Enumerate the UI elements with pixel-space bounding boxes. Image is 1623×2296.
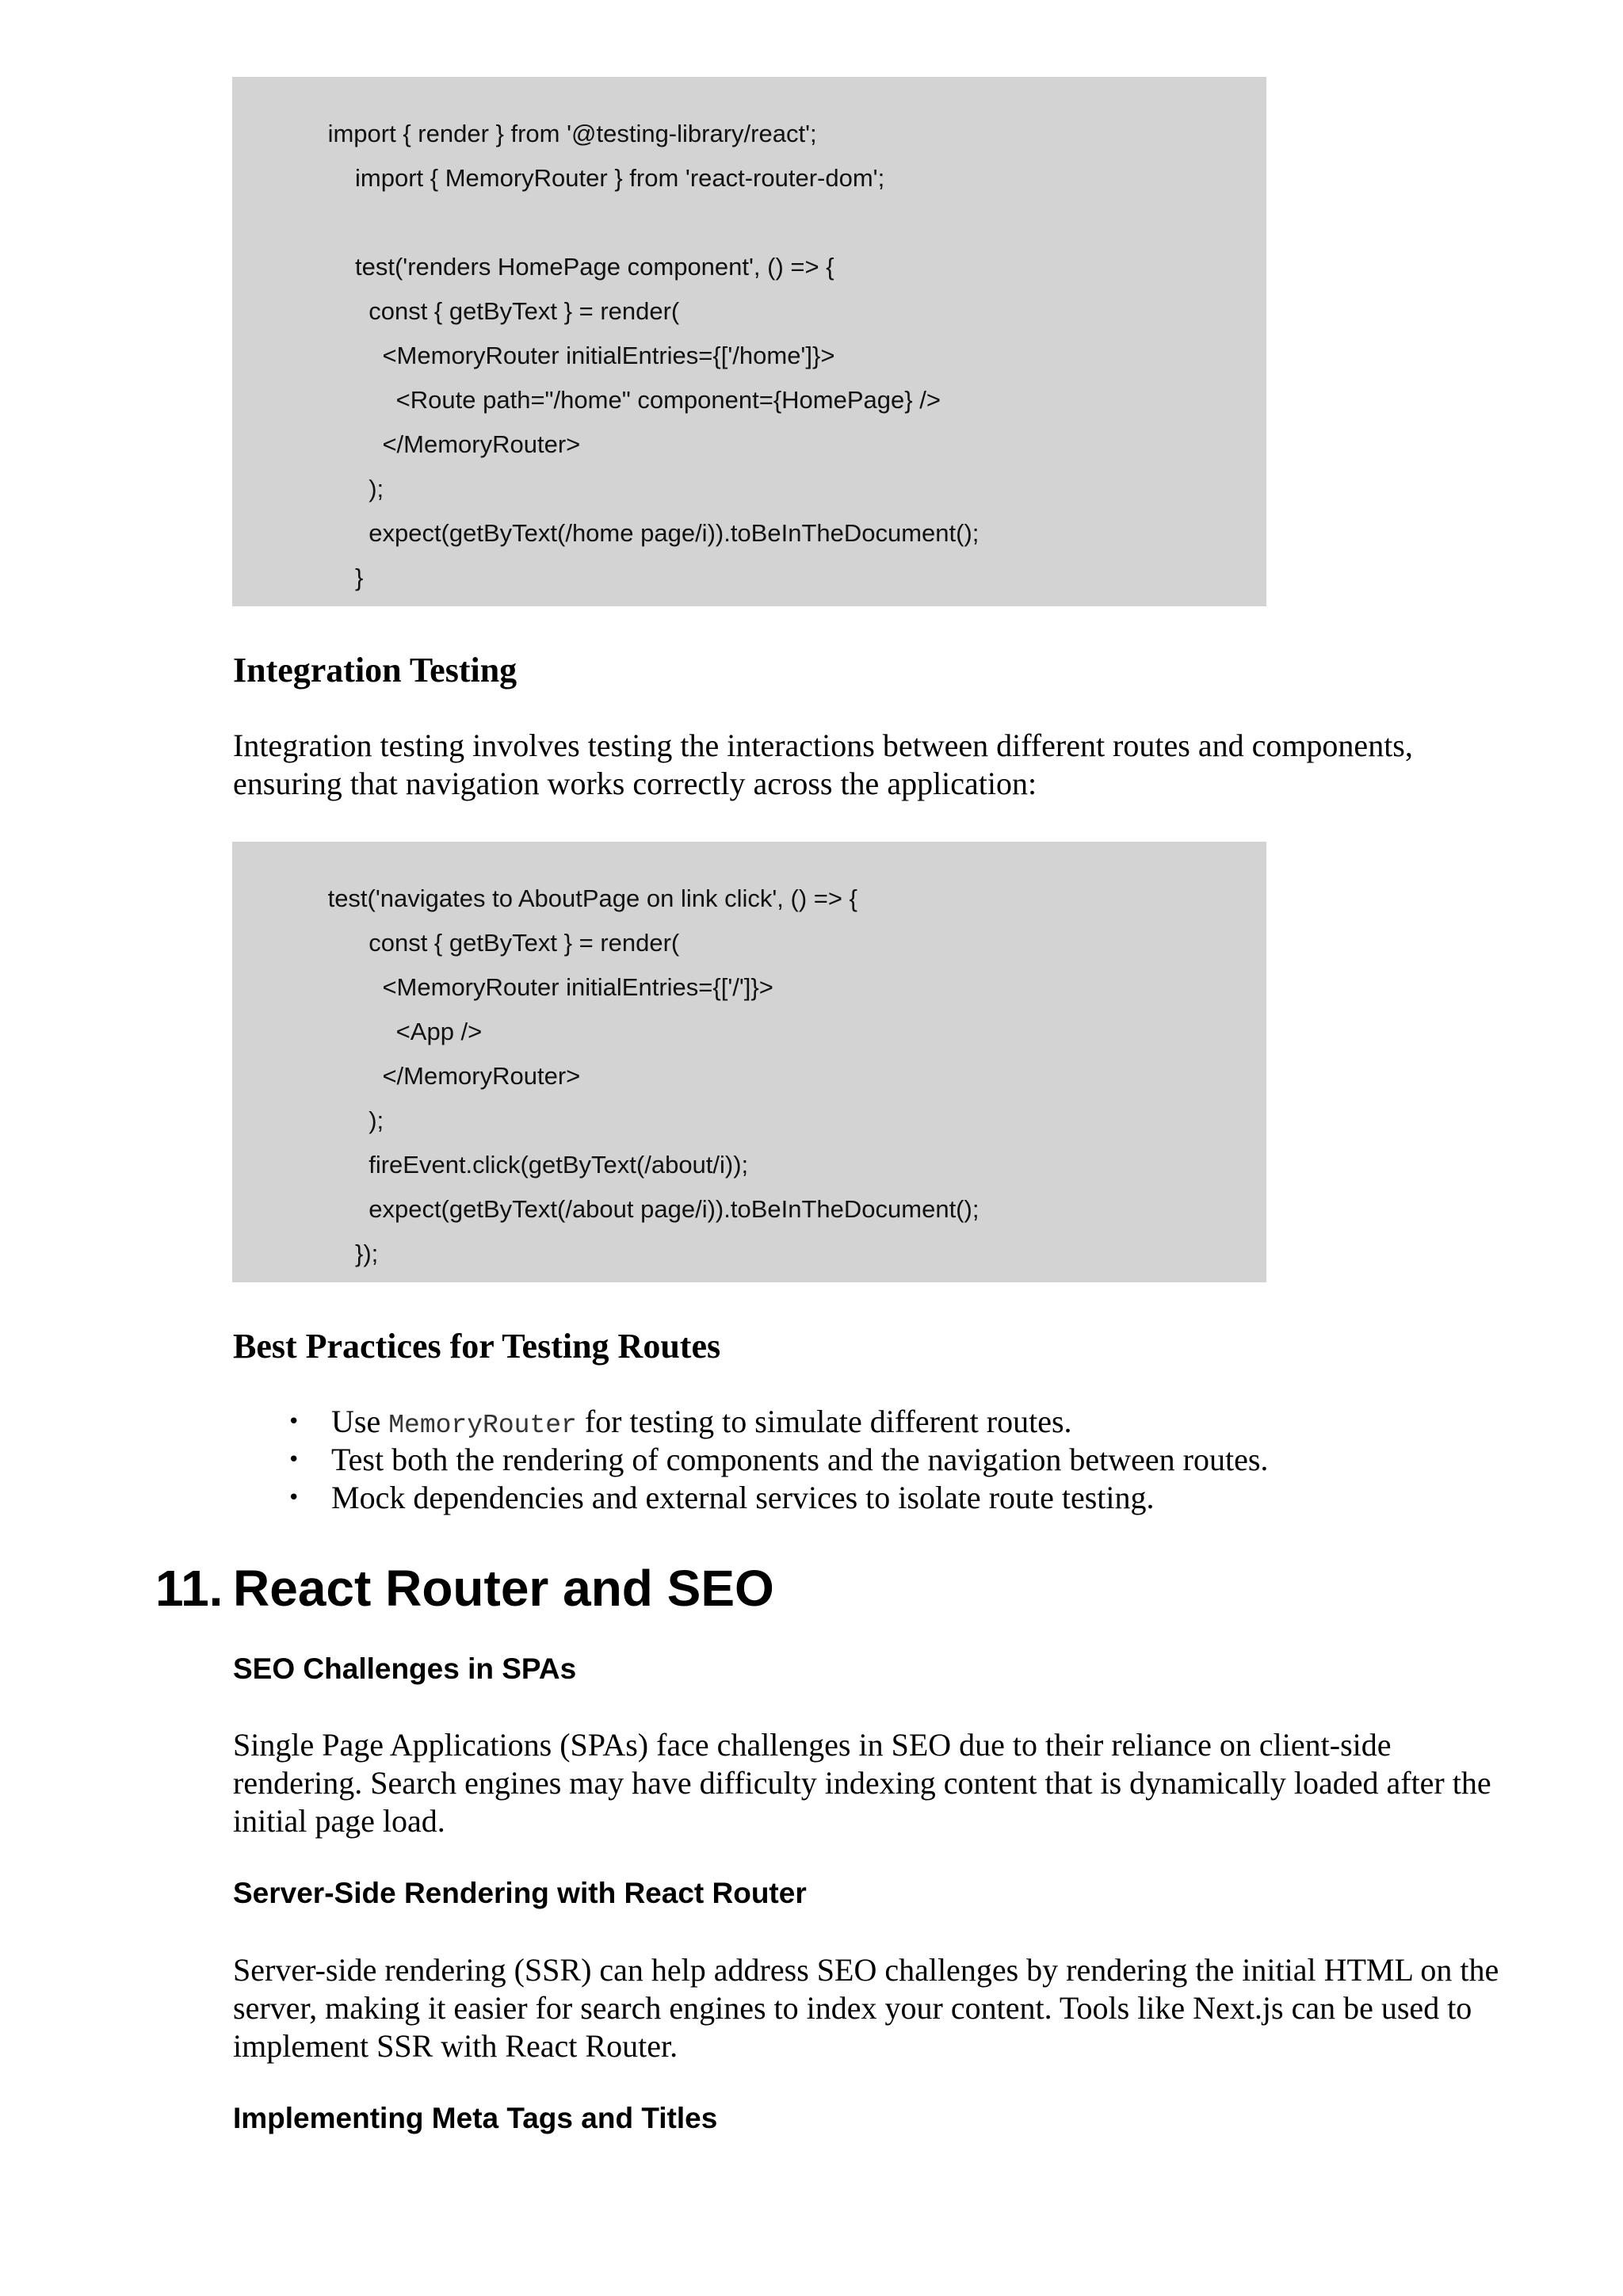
list-item	[233, 1441, 1268, 1479]
code-line: }	[355, 563, 364, 591]
inline-code: MemoryRouter	[388, 1411, 577, 1440]
bullet-icon: •	[288, 1448, 300, 1472]
code-line: import { render } from '@testing-library/react';	[232, 120, 817, 147]
code-block-unit-test	[232, 77, 1266, 606]
chapter-title: React Router and SEO	[233, 1560, 774, 1617]
meta-tags-heading: Implementing Meta Tags and Titles	[233, 2102, 718, 2134]
ssr-heading: Server-Side Rendering with React Router	[233, 1877, 807, 1909]
best-practices-heading: Best Practices for Testing Routes	[233, 1327, 721, 1366]
code-line: expect(getByText(/about page/i)).toBeInTheDocument();	[355, 1195, 980, 1223]
code-line: import { MemoryRouter } from 'react-router-dom';	[355, 164, 885, 192]
chapter-number: 11.	[155, 1560, 223, 1617]
list-item	[233, 1479, 1268, 1517]
bullet-icon: •	[288, 1410, 300, 1434]
list-item-text: Use	[331, 1404, 389, 1439]
code-line: );	[355, 1106, 384, 1134]
code-line: });	[355, 1240, 379, 1267]
code-line: <MemoryRouter initialEntries={['/home']}>	[355, 342, 835, 369]
code-line: </MemoryRouter>	[355, 430, 581, 458]
integration-testing-paragraph: Integration testing involves testing the interactions between different routes and components, ensuring that navigation works correctly across the application:	[233, 728, 1413, 801]
code-line: fireEvent.click(getByText(/about/i));	[355, 1151, 749, 1179]
bullet-icon: •	[288, 1486, 300, 1510]
code-line: const { getByText } = render(	[355, 297, 680, 325]
code-line: <App />	[355, 1018, 483, 1045]
list-item-text: for testing to simulate different routes.	[576, 1404, 1072, 1439]
code-line: );	[355, 475, 384, 502]
list-item	[233, 1403, 1268, 1441]
list-item-text: Test both the rendering of components and the navigation between routes.	[331, 1442, 1269, 1477]
chapter-heading	[155, 1558, 774, 1618]
code-line: expect(getByText(/home page/i)).toBeInTheDocument();	[355, 519, 980, 547]
code-line: </MemoryRouter>	[355, 1062, 581, 1090]
integration-testing-heading: Integration Testing	[233, 651, 517, 690]
code-line: <MemoryRouter initialEntries={['/']}>	[355, 973, 773, 1001]
code-line: test('navigates to AboutPage on link click', () => {	[232, 884, 857, 912]
code-line: test('renders HomePage component', () => {	[355, 253, 834, 281]
code-line: const { getByText } = render(	[355, 929, 680, 957]
seo-challenges-heading: SEO Challenges in SPAs	[233, 1652, 577, 1685]
code-block-integration-test	[232, 842, 1266, 1282]
ssr-paragraph: Server-side rendering (SSR) can help address SEO challenges by rendering the initial HTML on the server, making it easier for search engines to index your content. Tools like Next.js can be used to implement SSR with React Router.	[233, 1952, 1499, 2064]
code-line: <Route path="/home" component={HomePage} />	[355, 386, 941, 414]
list-item-text: Mock dependencies and external services to isolate route testing.	[331, 1480, 1155, 1515]
best-practices-list	[233, 1403, 1268, 1517]
seo-challenges-paragraph: Single Page Applications (SPAs) face challenges in SEO due to their reliance on client-side rendering. Search engines may have difficulty indexing content that is dynamically loaded after the initial page load.	[233, 1727, 1491, 1839]
